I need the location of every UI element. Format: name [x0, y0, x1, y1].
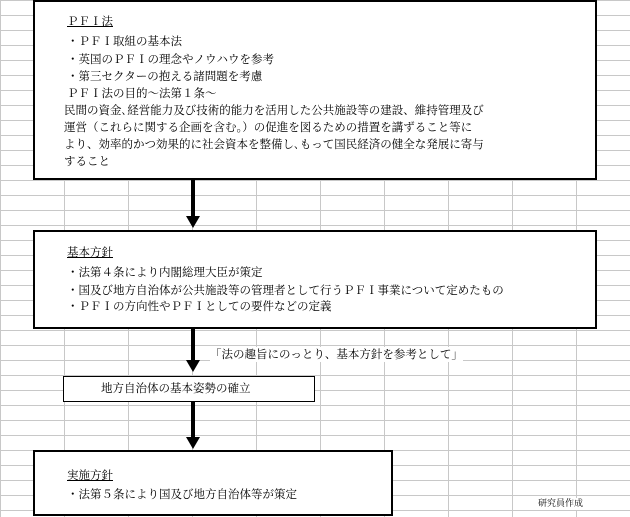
- flow-arrow-2-shaft: [191, 329, 195, 361]
- implementation-policy-box: [33, 450, 393, 516]
- flow-arrow-3-head: [186, 437, 200, 449]
- basic-policy-bullet-3: ・ＰＦＩの方向性やＰＦＩとしての要件などの定義: [67, 299, 332, 313]
- pfi-law-purpose-line-1: 民間の資金､経営能力及び技術的能力を活用した公共施設等の建設、維持管理及び: [64, 103, 484, 117]
- basic-policy-title: 基本方針: [67, 245, 113, 259]
- pfi-law-bullet-3: ・第三セクターの抱える諸問題を考慮: [67, 69, 263, 83]
- pfi-law-purpose-line-4: すること: [64, 154, 110, 168]
- flow-arrow-3-shaft: [191, 402, 195, 439]
- local-government-stance-box: [63, 376, 315, 402]
- pfi-law-purpose-heading: ＰＦＩ法の目的～法第１条～: [67, 86, 217, 100]
- implementation-policy-title: 実施方針: [67, 468, 113, 482]
- flow-arrow-1-head: [186, 216, 200, 228]
- implementation-policy-bullet-1: ・法第５条により国及び地方自治体等が策定: [67, 487, 297, 501]
- pfi-law-title: ＰＦＩ法: [67, 14, 113, 28]
- pfi-law-box: [33, 0, 597, 180]
- basic-policy-box: [33, 230, 597, 329]
- connector-note: 「法の趣旨にのっとり、基本方針を参考として」: [210, 347, 463, 361]
- flow-arrow-1-shaft: [191, 180, 195, 218]
- pfi-law-purpose-line-3: より、効率的かつ効果的に社会資本を整備し､もって国民経済の健全な発展に寄与: [64, 137, 484, 151]
- pfi-law-purpose-line-2: 運営（これらに関する企画を含む。）の促進を図るための措置を講ずること等に: [64, 120, 473, 134]
- author-credit: 研究員作成: [538, 499, 584, 509]
- basic-policy-bullet-2: ・国及び地方自治体が公共施設等の管理者として行うＰＦＩ事業について定めたもの: [67, 283, 504, 297]
- flow-arrow-2-head: [186, 360, 200, 372]
- pfi-law-bullet-2: ・英国のＰＦＩの理念やノウハウを参考: [67, 52, 274, 66]
- pfi-law-bullet-1: ・ＰＦＩ取組の基本法: [67, 34, 182, 48]
- local-government-stance-title: 地方自治体の基本姿勢の確立: [101, 381, 251, 395]
- basic-policy-bullet-1: ・法第４条により内閣総理大臣が策定: [67, 265, 263, 279]
